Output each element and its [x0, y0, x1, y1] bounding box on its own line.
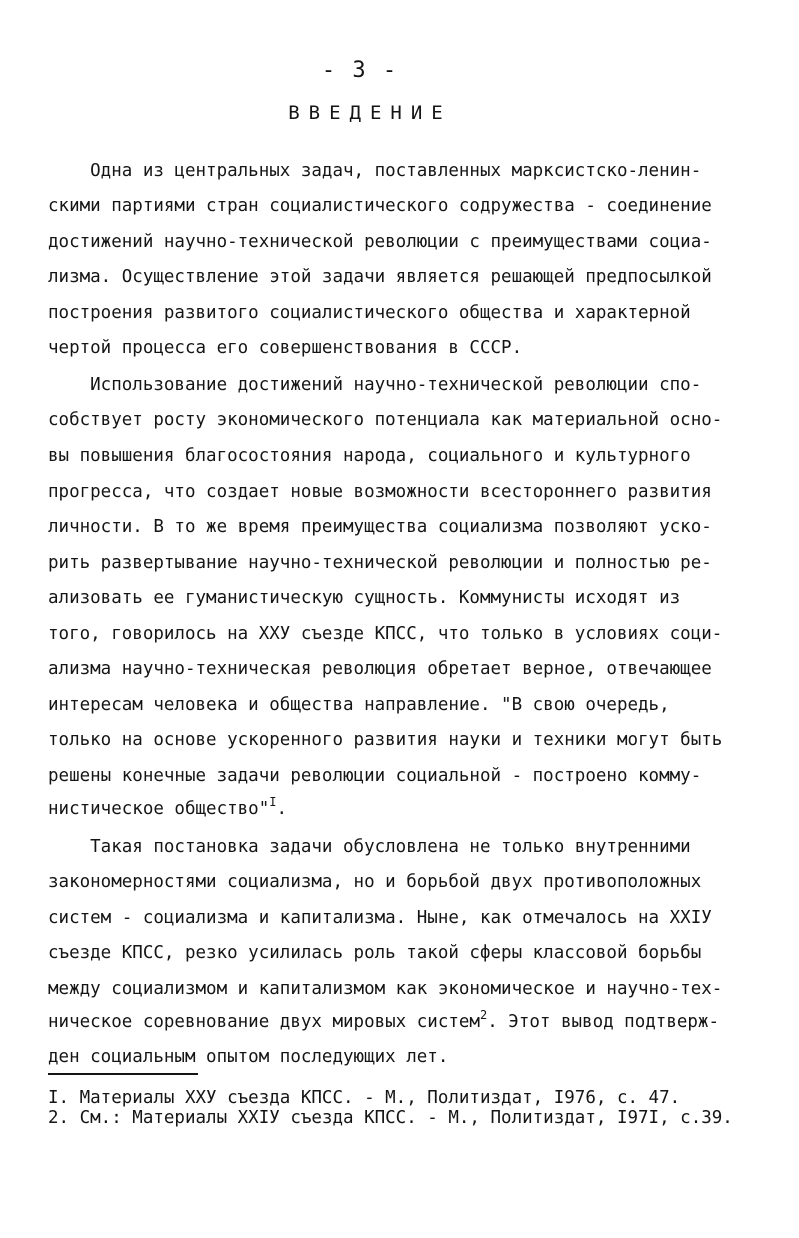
text-line: съезде КПСС, резко усилилась роль такой сферы классовой борьбы [48, 943, 702, 963]
footnote-ref-1-trail: . [276, 799, 288, 819]
text-line: Такая постановка задачи обусловлена не только внутренними [48, 837, 691, 857]
text-line: между социализмом и капитализмом как экономическое и научно-тех- [48, 979, 723, 999]
page-number: - 3 - [321, 58, 399, 83]
text-line: нистическое общество" [48, 799, 270, 819]
text-line: систем - социализма и капитализма. Ныне, как отмечалось на XXIУ [48, 908, 712, 928]
text-line: ализма научно-техническая революция обретает верное, отвечающее [48, 659, 712, 679]
text-line: только на основе ускоренного развития науки и техники могут быть [48, 730, 723, 750]
footnote-1: I. Материалы XXУ съезда КПСС. - М., Политиздат, I976, с. 47. [48, 1088, 681, 1108]
text-line: чертой процесса его совершенствования в СССР. [48, 338, 523, 358]
text-line: личности. В то же время преимущества социализма позволяют уско- [48, 517, 712, 537]
footnote-2: 2. См.: Материалы XXIУ съезда КПСС. - М., Политиздат, I97I, с.39. [48, 1108, 733, 1128]
text-line: построения развитого социалистического общества и характерной [48, 303, 691, 323]
text-line-with-footnote [48, 797, 287, 821]
text-line: ническое соревнование двух мировых систем [48, 1012, 480, 1032]
footnote-ref-2-trail: . Этот вывод подтверж- [487, 1012, 720, 1032]
text-line: интересам человека и общества направление. "В свою очередь, [48, 695, 670, 715]
footnote-ref-2: 2 [479, 1008, 488, 1022]
footnote-divider [48, 1073, 198, 1075]
text-line-with-footnote [48, 1010, 719, 1034]
text-line: Одна из центральных задач, поставленных марксистско-ленин- [48, 161, 702, 181]
text-line: рить развертывание научно-технической революции и полностью ре- [48, 553, 712, 573]
text-line: собствует росту экономического потенциала как материальной осно- [48, 410, 723, 430]
text-line: достижений научно-технической революции с преимуществами социа- [48, 232, 712, 252]
text-line: вы повышения благосостояния народа, социального и культурного [48, 446, 691, 466]
text-line: скими партиями стран социалистического содружества - соединение [48, 196, 712, 216]
text-line: ден социальным опытом последующих лет. [48, 1047, 449, 1067]
text-line: прогресса, что создает новые возможности всестороннего развития [48, 482, 712, 502]
footnote-ref-1: I [269, 795, 277, 809]
text-line: закономерностями социализма, но и борьбой двух противоположных [48, 872, 702, 892]
text-line: решены конечные задачи революции социальной - построено комму- [48, 766, 702, 786]
text-line: ализовать ее гуманистическую сущность. Коммунисты исходят из [48, 588, 681, 608]
text-line: Использование достижений научно-технической революции спо- [48, 375, 702, 395]
section-heading: ВВЕДЕНИЕ [288, 102, 452, 124]
text-line: того, говорилось на XXУ съезде КПСС, что только в условиях соци- [48, 624, 723, 644]
text-line: лизма. Осуществление этой задачи является решающей предпосылкой [48, 267, 712, 287]
